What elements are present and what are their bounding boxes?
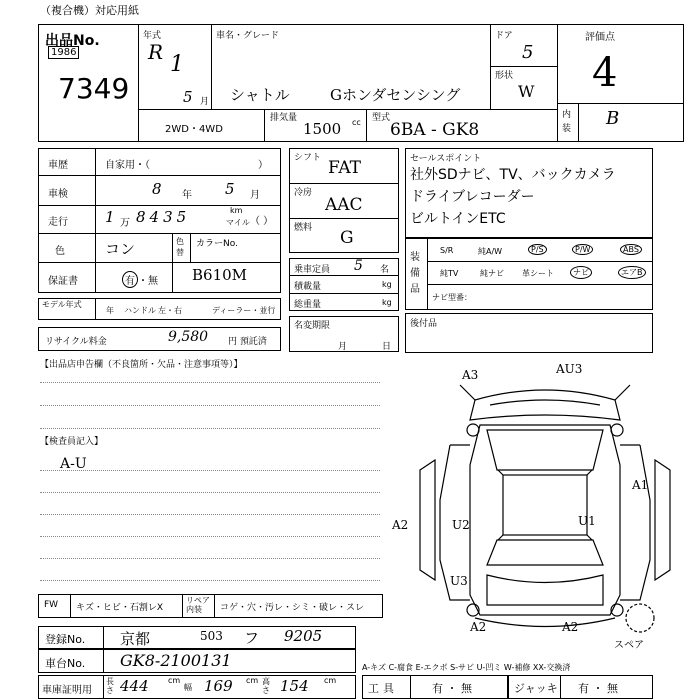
model-year-label: モデル年式: [42, 300, 82, 309]
fuel-value: G: [340, 228, 354, 248]
navi-type-label: ナビ型番：: [432, 293, 472, 302]
ac-label: 冷房: [294, 188, 313, 198]
jack-options: 有 ・ 無: [578, 682, 618, 695]
inspection-month: 5: [225, 180, 235, 198]
door-value: 5: [522, 42, 534, 63]
mileage-prefix: 1: [105, 208, 115, 226]
spare-label: スペア: [614, 640, 644, 651]
fw-label: FW: [44, 600, 59, 610]
load-label: 積載量: [294, 282, 322, 292]
dimensions-height: 154: [280, 677, 309, 695]
lot-label: 出品No.: [45, 33, 100, 49]
registration-place: 京都: [120, 630, 151, 648]
damage-mark-a1: A1: [632, 478, 649, 492]
shift-value: FAT: [328, 158, 362, 178]
interior-value: B: [606, 108, 620, 129]
aftermarket-label: 後付品: [410, 319, 438, 329]
sales-point-label: セールスポイント: [410, 154, 482, 164]
shape-label: 形状: [495, 71, 514, 81]
equip-navi: 純ナビ: [480, 269, 504, 278]
inspection-label: 車検: [48, 189, 68, 200]
year-label: 年式: [143, 31, 162, 41]
damage-mark-u2: U2: [452, 518, 470, 532]
seller-notes-label: 【出品店申告欄（不良箇所・欠品・注意事項等）】: [40, 360, 243, 370]
history-value: 自家用・（: [105, 160, 150, 171]
score-label: 評価点: [585, 32, 615, 43]
repair-label: リペア内装: [186, 596, 210, 614]
sales-point-line-1: 社外SDナビ、TV、バックカメラ: [410, 167, 616, 183]
color-code-label: カラーNo.: [196, 239, 238, 249]
jack-label: ジャッキ: [514, 682, 558, 695]
door-label: ドア: [495, 31, 513, 41]
year-era: R: [148, 40, 164, 64]
dimensions-label: 車庫証明用: [42, 685, 92, 696]
capacity-value: 5: [354, 258, 363, 274]
aftermarket-box: [405, 313, 653, 353]
mileage-value: 8435: [136, 208, 191, 226]
legend-codes: A-キズ C-腐食 E-エクボ S-サビ U-凹ミ W-補修 XX-交換済: [362, 663, 571, 672]
displacement-value: 1500: [303, 120, 342, 138]
equip-leather: 革シート: [522, 269, 554, 278]
model-code-value: 6BA - GK8: [390, 120, 480, 140]
year-month: 5: [183, 88, 193, 106]
damage-mark-a2-left: A2: [392, 518, 409, 532]
ac-value: AAC: [325, 195, 363, 215]
fuel-label: 燃料: [294, 223, 313, 233]
equip-ps: P/S: [528, 244, 547, 255]
sales-point-line-2: ドライブレコーダー: [410, 189, 535, 205]
capacity-label: 乗車定員: [294, 265, 331, 275]
damage-mark-a2-bottom-right: A2: [562, 620, 579, 634]
gross-label: 総重量: [294, 300, 322, 310]
tools-label: 工具: [368, 682, 398, 695]
equip-sr: S/R: [440, 246, 454, 255]
registration-number: 9205: [284, 627, 323, 645]
year-value: 1: [170, 52, 184, 77]
equipment-label: 装備品: [410, 252, 420, 295]
registration-kana: フ: [244, 629, 260, 647]
damage-mark-au3: AU3: [556, 362, 583, 376]
warranty-yes: 有: [122, 271, 138, 288]
form-title: （複合機）対応用紙: [40, 4, 139, 17]
equip-navi-2: ナビ: [570, 266, 592, 279]
color-value: コン: [105, 240, 136, 258]
sales-point-line-3: ビルトインETC: [410, 211, 506, 227]
dimensions-width: 169: [204, 677, 233, 695]
damage-mark-a2-bottom-left: A2: [470, 620, 487, 634]
damage-mark-a3: A3: [462, 368, 479, 382]
inspector-label: 【検査員記入】: [40, 437, 104, 447]
lot-stamp: 1986: [48, 46, 79, 59]
drive-label: 2WD・4WD: [165, 124, 223, 135]
recycle-label: リサイクル料金: [45, 337, 107, 347]
shape-value: W: [518, 82, 535, 101]
warranty-label: 保証書: [48, 276, 78, 287]
color-change-label: 色替: [176, 237, 184, 257]
score-value: 4: [592, 50, 618, 96]
inspection-year: 8: [152, 180, 162, 198]
damage-diagram: [395, 360, 695, 645]
name-change-label: 名変期限: [294, 321, 331, 331]
handle-label: ハンドル: [124, 306, 156, 315]
equip-airbag: エアB: [618, 266, 646, 279]
equip-pw: P/W: [572, 244, 593, 255]
warranty-options: 有 ・無: [122, 271, 158, 288]
chassis-value: GK8-2100131: [120, 651, 232, 670]
mileage-label: 走行: [48, 217, 68, 228]
handle-value: 左・右: [158, 306, 182, 315]
displacement-label: 排気量: [270, 113, 298, 123]
inspector-note: A-U: [60, 456, 87, 472]
equip-tv: 純TV: [440, 269, 459, 278]
model-code-label: 型式: [372, 113, 391, 123]
registration-label: 登録No.: [45, 633, 86, 646]
car-grade: Gホンダセンシング: [330, 86, 461, 104]
dealer-value: ディーラー・並行: [212, 306, 276, 315]
registration-class: 503: [200, 629, 223, 643]
color-label: 色: [55, 246, 65, 257]
recycle-value: 9,580: [168, 329, 209, 345]
fw-items-2: コゲ・穴・汚レ・シミ・破レ・スレ: [220, 603, 365, 613]
color-code-value: B610M: [192, 266, 248, 284]
shift-label: シフト: [294, 153, 322, 163]
damage-mark-u3: U3: [450, 574, 468, 588]
equip-abs: ABS: [620, 244, 642, 255]
fw-items: キズ・ヒビ・石割レX: [76, 603, 163, 613]
chassis-label: 車台No.: [45, 657, 86, 670]
name-label: 車名・グレード: [216, 31, 280, 41]
history-label: 車歴: [48, 160, 68, 171]
damage-mark-u1: U1: [578, 514, 596, 528]
equip-alloy: 純A/W: [478, 247, 503, 256]
tools-options: 有 ・ 無: [432, 682, 472, 695]
interior-label: 内装: [562, 110, 572, 134]
car-model: シャトル: [230, 86, 290, 104]
dimensions-length: 444: [120, 677, 149, 695]
lot-number: 7349: [58, 72, 130, 105]
